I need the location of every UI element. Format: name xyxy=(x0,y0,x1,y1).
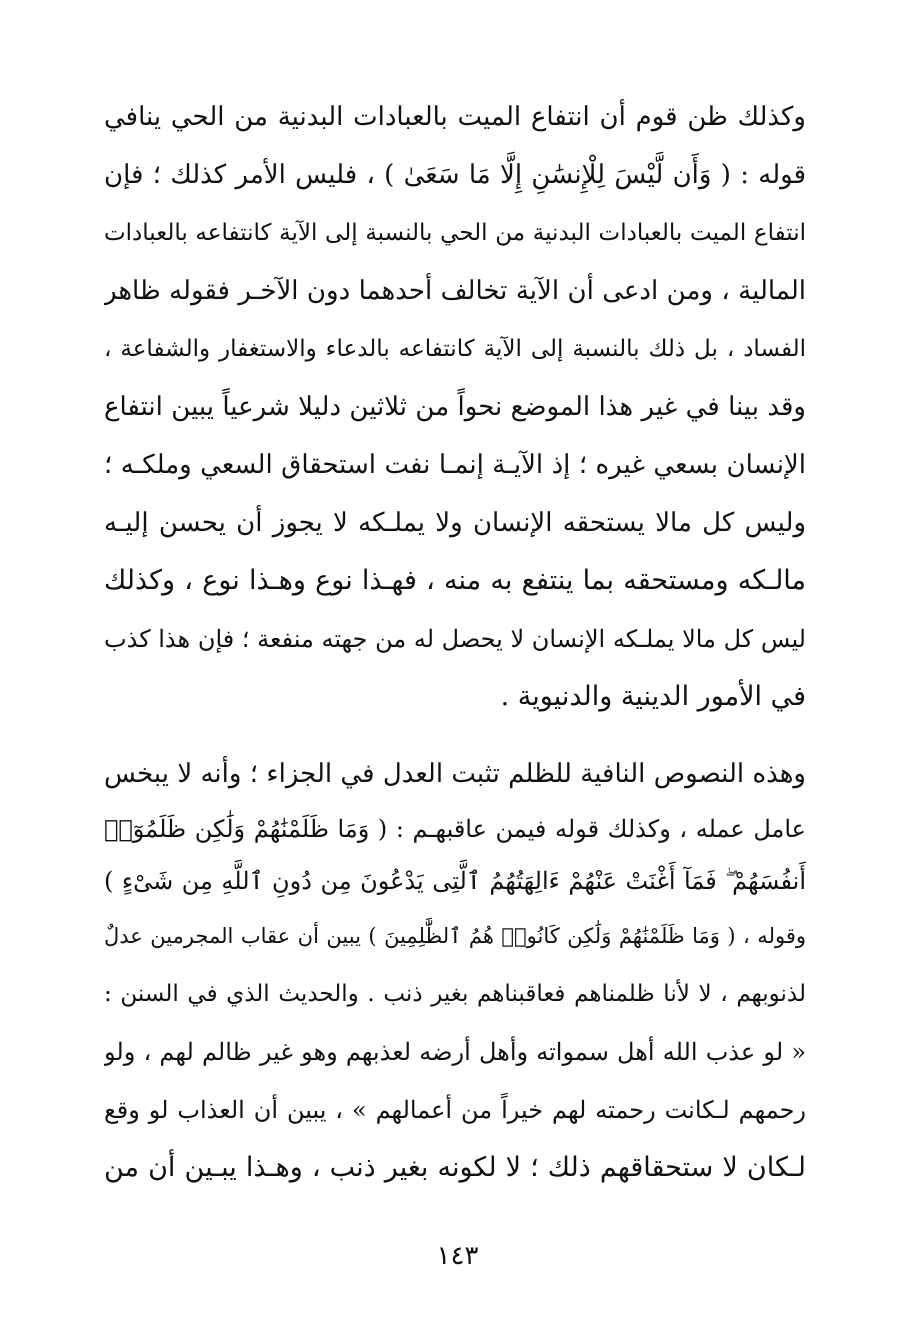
text-line: الإنسان بسعي غيره ؛ إذ الآيـة إنمـا نفت استحقاق السعي وملكـه ؛ xyxy=(104,450,806,480)
text-line: ليس كل مالا يملـكه الإنسان لا يحصل له من جهته منفعة ؛ فإن هذا كذب xyxy=(104,625,806,653)
text-line: الفساد ، بل ذلك بالنسبة إلى الآية كانتفاعه بالدعاء والاستغفار والشفاعة ، xyxy=(104,336,806,362)
paragraph-1 xyxy=(104,88,806,726)
text-line: رحمهم لـكانت رحمته لهم خيراً من أعمالهم » ، يبين أن العذاب لو وقع xyxy=(104,1096,806,1124)
text-line: « لو عذب الله أهل سمواته وأهل أرضه لعذبهم وهو غير ظالم لهم ، ولو xyxy=(104,1038,806,1066)
text-line: في الأمور الدينية والدنيوية . xyxy=(500,681,806,712)
text-line: انتفاع الميت بالعبادات البدنية من الحي بالنسبة إلى الآية كانتفاعه بالعبادات xyxy=(104,220,806,246)
quran-verse-line: أَنفُسَهُمْ ۖ فَمَآ أَغْنَتْ عَنْهُمْ ءَالِهَتُهُمُ ٱلَّتِى يَدْعُونَ مِن دُونِ ٱللَّهِ مِن شَىْءٍ ) xyxy=(104,867,806,895)
text-line: مالـكه ومستحقه بما ينتفع به منه ، فهـذا نوع وهـذا نوع ، وكذلك xyxy=(104,565,806,596)
text-line: قوله : ( وَأَن لَّيْسَ لِلْإِنسَٰنِ إِلَّا مَا سَعَىٰ ) ، فليس الأمر كذلك ؛ فإن xyxy=(104,160,806,190)
text-line: وقوله ، ( وَمَا ظَلَمْنَٰهُمْ وَلَٰكِن كَانُوا۟ هُمُ ٱلظَّٰلِمِينَ ) يبين أن عقاب المجرمين عدلٌ xyxy=(104,924,806,948)
text-line: المالية ، ومن ادعى أن الآية تخالف أحدهما دون الآخـر فقوله ظاهر xyxy=(104,276,806,306)
text-line: عامل عمله ، وكذلك قوله فيمن عاقبهـم : ( وَمَا ظَلَمْنَٰهُمْ وَلَٰكِن ظَلَمُوٓا۟ xyxy=(104,815,806,843)
text-line: لذنوبهم ، لا لأنا ظلمناهم فعاقبناهم بغير ذنب . والحديث الذي في السنن : xyxy=(104,981,806,1007)
text-line: وكذلك ظن قوم أن انتفاع الميت بالعبادات البدنية من الحي ينافي xyxy=(104,102,806,132)
text-line: وهذه النصوص النافية للظلم تثبت العدل في الجزاء ؛ وأنه لا يبخس xyxy=(104,759,806,789)
page-number: ١٤٣ xyxy=(436,1241,479,1271)
text-line: وقد بينا في غير هذا الموضع نحواً من ثلاثين دليلا شرعياً يبين انتفاع xyxy=(104,392,806,422)
text-line: وليس كل مالا يستحقه الإنسان ولا يملـكه لا يجوز أن يحسن إليـه xyxy=(104,508,806,538)
text-line: لـكان لا ستحقاقهم ذلك ؛ لا لكونه بغير ذنب ، وهـذا يبـين أن من xyxy=(104,1152,806,1183)
paragraph-2 xyxy=(104,745,806,1197)
